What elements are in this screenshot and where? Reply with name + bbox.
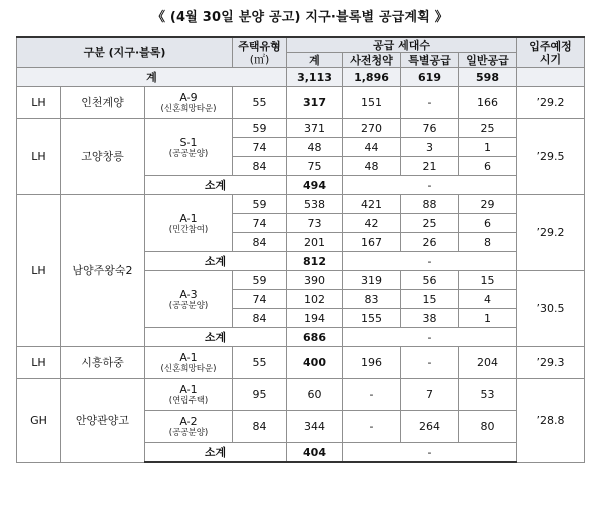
pre-cell: - xyxy=(343,379,401,411)
special-cell: 25 xyxy=(401,214,459,233)
grand-total-value: 3,113 xyxy=(287,68,343,87)
general-cell: 1 xyxy=(459,138,517,157)
district-cell: 시흥하중 xyxy=(61,347,145,379)
move-in-cell: ’29.2 xyxy=(517,195,585,271)
pre-cell: 319 xyxy=(343,271,401,290)
grand-total-row xyxy=(17,68,585,87)
block-name: A-3 xyxy=(179,287,198,301)
header-move-in-line2: 시기 xyxy=(539,52,562,66)
block-cell xyxy=(145,347,233,379)
subtotal-value: 494 xyxy=(287,176,343,195)
table-row xyxy=(17,379,585,411)
type-cell: 84 xyxy=(233,233,287,252)
block-note: (공공분양) xyxy=(168,300,209,311)
grand-total-pre: 1,896 xyxy=(343,68,401,87)
pre-cell: 83 xyxy=(343,290,401,309)
subtotal-value: 812 xyxy=(287,252,343,271)
type-cell: 59 xyxy=(233,271,287,290)
type-cell: 84 xyxy=(233,157,287,176)
header-house-type-unit: (㎡) xyxy=(249,52,270,66)
district-cell: 인천계양 xyxy=(61,87,145,119)
grand-total-move-in xyxy=(517,68,585,87)
pre-cell: 44 xyxy=(343,138,401,157)
special-cell: - xyxy=(401,347,459,379)
header-special: 특별공급 xyxy=(401,53,459,68)
subtotal-label: 소계 xyxy=(145,176,287,195)
subtotal-rest: - xyxy=(343,328,517,347)
total-cell: 194 xyxy=(287,309,343,328)
pre-cell: 167 xyxy=(343,233,401,252)
special-cell: 88 xyxy=(401,195,459,214)
header-total: 계 xyxy=(287,53,343,68)
org-cell: LH xyxy=(17,87,61,119)
block-note: (민간참여) xyxy=(168,224,209,235)
block-cell xyxy=(145,411,233,443)
type-cell: 59 xyxy=(233,119,287,138)
pre-cell: - xyxy=(343,411,401,443)
block-name: A-2 xyxy=(179,415,198,428)
block-note: (공공분양) xyxy=(168,148,209,159)
block-cell xyxy=(145,195,233,252)
pre-cell: 42 xyxy=(343,214,401,233)
type-cell: 55 xyxy=(233,87,287,119)
subtotal-label: 소계 xyxy=(145,443,287,463)
move-in-cell: ’29.5 xyxy=(517,119,585,195)
subtotal-value: 404 xyxy=(287,443,343,463)
org-cell: GH xyxy=(17,379,61,463)
header-house-type-label: 주택유형 xyxy=(238,39,281,53)
move-in-cell: ’30.5 xyxy=(517,271,585,347)
grand-total-general: 598 xyxy=(459,68,517,87)
total-cell: 48 xyxy=(287,138,343,157)
block-cell xyxy=(145,379,233,411)
subtotal-value: 686 xyxy=(287,328,343,347)
header-move-in xyxy=(517,37,585,68)
org-cell: LH xyxy=(17,195,61,347)
header-supply: 공급 세대수 xyxy=(287,37,517,53)
general-cell: 1 xyxy=(459,309,517,328)
type-cell: 84 xyxy=(233,411,287,443)
general-cell: 6 xyxy=(459,157,517,176)
special-cell: 38 xyxy=(401,309,459,328)
block-cell xyxy=(145,119,233,176)
general-cell: 8 xyxy=(459,233,517,252)
type-cell: 59 xyxy=(233,195,287,214)
general-cell: 29 xyxy=(459,195,517,214)
special-cell: 26 xyxy=(401,233,459,252)
general-cell: 166 xyxy=(459,87,517,119)
org-cell: LH xyxy=(17,347,61,379)
pre-cell: 48 xyxy=(343,157,401,176)
special-cell: 15 xyxy=(401,290,459,309)
header-house-type xyxy=(233,37,287,68)
type-cell: 74 xyxy=(233,290,287,309)
special-cell: 264 xyxy=(401,411,459,443)
total-cell: 371 xyxy=(287,119,343,138)
block-cell xyxy=(145,271,233,328)
special-cell: - xyxy=(401,87,459,119)
header-general: 일반공급 xyxy=(459,53,517,68)
move-in-cell: ’28.8 xyxy=(517,379,585,463)
subtotal-rest: - xyxy=(343,443,517,463)
pre-cell: 196 xyxy=(343,347,401,379)
general-cell: 4 xyxy=(459,290,517,309)
block-name: A-1 xyxy=(179,351,198,364)
grand-total-label: 계 xyxy=(17,68,287,87)
total-cell: 538 xyxy=(287,195,343,214)
move-in-cell: ’29.3 xyxy=(517,347,585,379)
total-cell: 201 xyxy=(287,233,343,252)
special-cell: 3 xyxy=(401,138,459,157)
block-note: (연립주택) xyxy=(168,396,209,406)
subtotal-rest: - xyxy=(343,252,517,271)
district-cell: 남양주왕숙2 xyxy=(61,195,145,347)
special-cell: 21 xyxy=(401,157,459,176)
table-row xyxy=(17,119,585,138)
block-note: (신혼희망타운) xyxy=(160,364,217,374)
page-title: 《 (4월 30일 분양 공고) 지구·블록별 공급계획 》 xyxy=(151,10,448,25)
grand-total-special: 619 xyxy=(401,68,459,87)
subtotal-rest: - xyxy=(343,176,517,195)
total-cell: 75 xyxy=(287,157,343,176)
total-cell: 60 xyxy=(287,379,343,411)
move-in-cell: ’29.2 xyxy=(517,87,585,119)
general-cell: 15 xyxy=(459,271,517,290)
subtotal-label: 소계 xyxy=(145,252,287,271)
general-cell: 53 xyxy=(459,379,517,411)
type-cell: 84 xyxy=(233,309,287,328)
block-name: A-1 xyxy=(179,211,198,225)
table-row xyxy=(17,87,585,119)
header-move-in-line1: 입주예정 xyxy=(529,39,572,53)
supply-plan-table xyxy=(16,36,585,463)
total-cell: 317 xyxy=(287,87,343,119)
block-note: (신혼희망타운) xyxy=(160,104,217,114)
block-name: A-1 xyxy=(179,383,198,396)
pre-cell: 151 xyxy=(343,87,401,119)
subtotal-label: 소계 xyxy=(145,328,287,347)
total-cell: 73 xyxy=(287,214,343,233)
district-cell: 안양관양고 xyxy=(61,379,145,463)
type-cell: 74 xyxy=(233,214,287,233)
total-cell: 390 xyxy=(287,271,343,290)
total-cell: 400 xyxy=(287,347,343,379)
total-cell: 102 xyxy=(287,290,343,309)
general-cell: 80 xyxy=(459,411,517,443)
type-cell: 74 xyxy=(233,138,287,157)
general-cell: 6 xyxy=(459,214,517,233)
special-cell: 7 xyxy=(401,379,459,411)
org-cell: LH xyxy=(17,119,61,195)
table-row xyxy=(17,347,585,379)
pre-cell: 155 xyxy=(343,309,401,328)
block-cell xyxy=(145,87,233,119)
block-name: A-9 xyxy=(179,91,198,104)
block-name: S-1 xyxy=(179,135,198,149)
general-cell: 25 xyxy=(459,119,517,138)
table-row xyxy=(17,195,585,214)
total-cell: 344 xyxy=(287,411,343,443)
block-note: (공공분양) xyxy=(168,428,209,438)
type-cell: 95 xyxy=(233,379,287,411)
header-category: 구분 (지구·블록) xyxy=(17,37,233,68)
header-pre-subscription: 사전청약 xyxy=(343,53,401,68)
pre-cell: 421 xyxy=(343,195,401,214)
special-cell: 56 xyxy=(401,271,459,290)
district-cell: 고양창릉 xyxy=(61,119,145,195)
general-cell: 204 xyxy=(459,347,517,379)
type-cell: 55 xyxy=(233,347,287,379)
pre-cell: 270 xyxy=(343,119,401,138)
special-cell: 76 xyxy=(401,119,459,138)
